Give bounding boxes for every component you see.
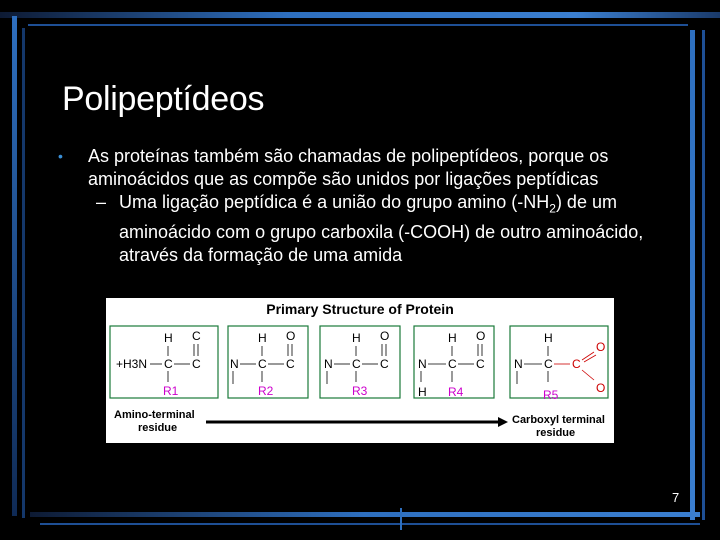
r-group-5: R5 — [543, 388, 559, 402]
carboxyl-terminal-label — [512, 414, 608, 439]
dash-marker: – — [96, 192, 107, 212]
top-frame-bar — [0, 12, 720, 18]
sub-bullet-text-before: Uma ligação peptídica é a união do grupo amino (-NH — [119, 192, 550, 212]
figure-title: Primary Structure of Protein — [266, 301, 454, 317]
carbonyl-oxygen: O — [286, 329, 296, 343]
alpha-carbon: C — [352, 357, 361, 371]
sub-bullet-item — [58, 191, 668, 267]
carboxyl-oxygen-2: O — [596, 381, 606, 395]
amide-nitrogen: N — [230, 357, 239, 371]
alpha-hydrogen: H — [352, 331, 361, 345]
amino-terminal-label-line2: residue — [138, 422, 178, 434]
carbonyl-carbon: C — [192, 357, 201, 371]
amino-terminal-label — [114, 409, 198, 434]
n-terminus-label: +H3N — [116, 357, 148, 371]
top-frame-bar-thin — [28, 24, 688, 26]
slide-title: Polipeptídeos — [62, 80, 265, 118]
bullet-marker: • — [58, 148, 63, 164]
alpha-hydrogen: H — [164, 331, 173, 345]
carboxyl-terminal-label-line1: Carboxyl terminal — [512, 414, 605, 426]
bottom-frame-bar — [30, 512, 700, 517]
right-frame-bar-outer — [702, 30, 705, 520]
carbonyl-oxygen: O — [380, 329, 390, 343]
alpha-carbon: C — [258, 357, 267, 371]
carbonyl-carbon: C — [380, 357, 389, 371]
r-group-4: R4 — [448, 385, 464, 399]
carbonyl-oxygen: C — [192, 329, 201, 343]
sub-bullet-text-after: ) de um aminoácido com o grupo carboxila (-COOH) de outro aminoácido, através da formação de uma amida — [119, 192, 644, 265]
bullet-item — [58, 145, 668, 191]
r-group-1: R1 — [163, 384, 179, 398]
amide-nitrogen: N — [514, 357, 523, 371]
amide-hydrogen: H — [418, 385, 427, 399]
amide-nitrogen: N — [418, 357, 427, 371]
carbonyl-carbon: C — [476, 357, 485, 371]
carboxyl-carbon: C — [572, 357, 581, 371]
bullet-text: As proteínas também são chamadas de polipeptídeos, porque os aminoácidos que as compõe são unidos por ligações peptídicas — [88, 146, 609, 189]
amino-terminal-label-line1: Amino-terminal — [114, 409, 195, 421]
left-frame-bar-inner — [22, 28, 25, 518]
alpha-carbon: C — [544, 357, 553, 371]
page-number: 7 — [672, 490, 680, 505]
r-group-2: R2 — [258, 384, 274, 398]
residue-box-5 — [510, 326, 608, 398]
bottom-frame-bar-thin — [40, 523, 700, 525]
alpha-carbon: C — [448, 357, 457, 371]
alpha-hydrogen: H — [544, 331, 553, 345]
carboxyl-oxygen-1: O — [596, 340, 606, 354]
primary-structure-diagram — [106, 298, 614, 443]
bond — [582, 370, 594, 380]
left-frame-bar — [12, 16, 17, 516]
carbonyl-carbon: C — [286, 357, 295, 371]
right-frame-bar — [690, 30, 695, 520]
alpha-hydrogen: H — [448, 331, 457, 345]
carbonyl-oxygen: O — [476, 329, 486, 343]
alpha-carbon: C — [164, 357, 173, 371]
r-group-3: R3 — [352, 384, 368, 398]
bottom-frame-divider — [400, 508, 402, 530]
sub-bullet-subscript: 2 — [549, 201, 556, 216]
bond — [584, 355, 596, 362]
carboxyl-terminal-label-line2: residue — [536, 427, 576, 439]
bond — [582, 352, 594, 360]
direction-arrow-head — [498, 417, 508, 427]
alpha-hydrogen: H — [258, 331, 267, 345]
amide-nitrogen: N — [324, 357, 333, 371]
primary-structure-figure — [106, 298, 614, 443]
slide-body — [58, 145, 668, 267]
